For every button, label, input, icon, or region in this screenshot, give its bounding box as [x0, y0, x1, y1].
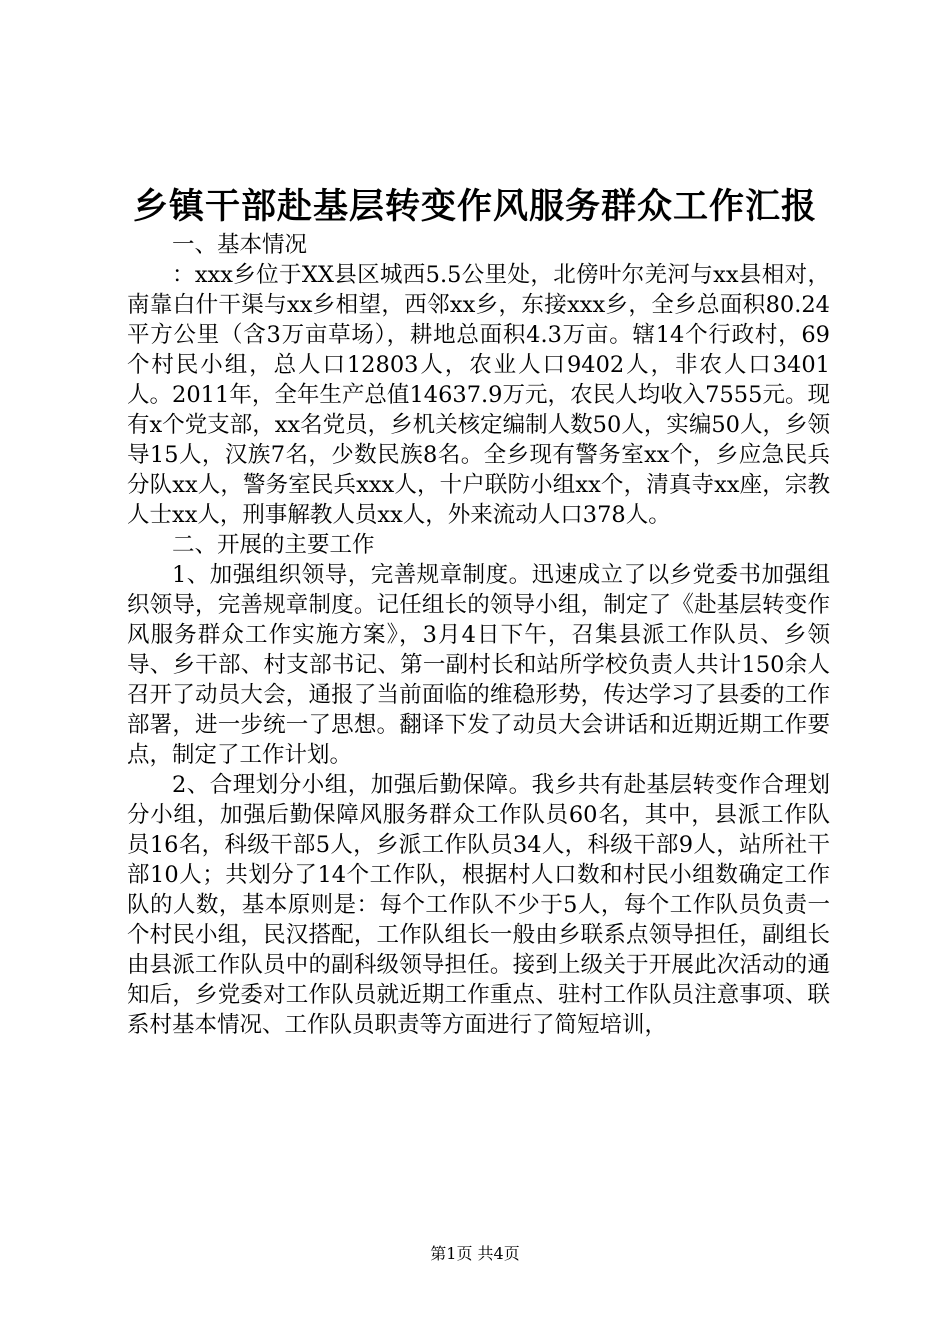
document-title: 乡镇干部赴基层转变作风服务群众工作汇报 [132, 187, 817, 227]
page-footer: 第1页 共4页 [430, 1244, 520, 1263]
paragraph-work-item-2: 2、合理划分小组，加强后勤保障。我乡共有赴基层转变作合理划分小组，加强后勤保障风服务群众工作队员60名，其中，县派工作队员16名，科级干部5人，乡派工作队员34人，科级干部9人，站所社干部10人；共划分了14个工作队，根据村人口数和村民小组数确定工作队的人数，基本原则是：每个工作队不少于5人，每个工作队员负责一个村民小组，民汉搭配，工作队组长一般由乡联系点领导担任，副组长由县派工作队员中的副科级领导担任。接到上级关于开展此次活动的通知后，乡党委对工作队员就近期工作重点、驻村工作队员注意事项、联系村基本情况、工作队员职责等方面进行了简短培训， [127, 772, 830, 1038]
paragraph-basic-info: ：xxx乡位于XX县区城西5.5公里处，北傍叶尔羌河与xx县相对，南靠白什干渠与xx乡相望，西邻xx乡，东接xxx乡，全乡总面积80.24平方公里（含3万亩草场），耕地总面积4.3万亩。辖14个行政村，69个村民小组，总人口12803人，农业人口9402人，非农人口3401人。2011年，全年生产总值14637.9万元，农民人均收入7555元。现有x个党支部，xx名党员，乡机关核定编制人数50人，实编50人，乡领导15人，汉族7名，少数民族8名。全乡现有警务室xx个，乡应急民兵分队xx人，警务室民兵xxx人，十户联防小组xx个，清真寺xx座，宗教人士xx人，刑事解教人员xx人，外来流动人口378人。 [127, 262, 830, 528]
paragraph-work-item-1: 1、加强组织领导，完善规章制度。迅速成立了以乡党委书加强组织领导，完善规章制度。记任组长的领导小组，制定了《赴基层转变作风服务群众工作实施方案》，3月4日下午，召集县派工作队员、乡领导、乡干部、村支部书记、第一副村长和站所学校负责人共计150余人召开了动员大会，通报了当前面临的维稳形势，传达学习了县委的工作部署，进一步统一了思想。翻译下发了动员大会讲话和近期近期工作要点，制定了工作计划。 [127, 562, 830, 768]
section-heading-main-work: 二、开展的主要工作 [172, 532, 375, 558]
section-heading-basic-info: 一、基本情况 [172, 232, 308, 258]
document-body [127, 230, 830, 1040]
